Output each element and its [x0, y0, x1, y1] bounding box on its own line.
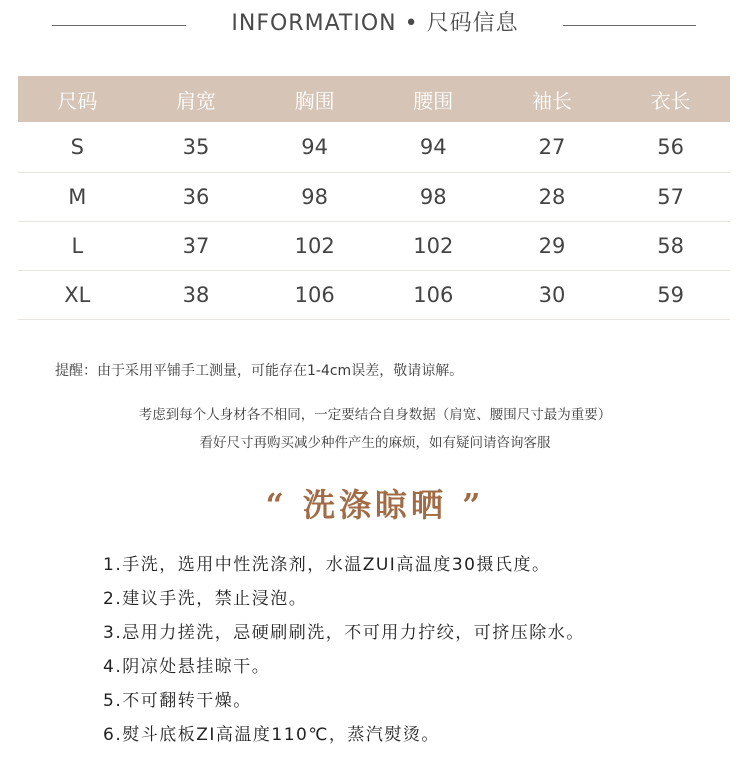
- measurement-tip: 提醒：由于采用平铺手工测量，可能存在1-4cm误差，敬请谅解。: [55, 363, 464, 379]
- advice-line-1: 考虑到每个人身材各不相同，一定要结合自身数据（肩宽、腰围尺寸最为重要）: [138, 407, 612, 423]
- table-cell: 94: [374, 122, 493, 172]
- column-header-size: 尺码: [18, 76, 137, 122]
- advice-line-2: 看好尺寸再购买减少种件产生的麻烦，如有疑问请咨询客服: [199, 435, 551, 451]
- table-cell: 58: [611, 221, 730, 270]
- table-cell: 35: [137, 122, 256, 172]
- column-header-chest: 胸围: [255, 76, 374, 122]
- list-item: 5.不可翻转干燥。: [103, 691, 252, 711]
- section-header: [0, 0, 750, 50]
- list-item: 6.熨斗底板ZI高温度110℃，蒸汽熨烫。: [103, 725, 440, 745]
- table-cell: 27: [493, 122, 612, 172]
- table-cell: 37: [137, 221, 256, 270]
- list-item: 2.建议手洗，禁止浸泡。: [103, 589, 308, 609]
- list-item: 1.手洗，选用中性洗涤剂，水温ZUI高温度30摄氏度。: [103, 555, 551, 575]
- table-cell: 102: [374, 221, 493, 270]
- table-cell: 98: [255, 172, 374, 221]
- table-row: [18, 221, 730, 270]
- section-title: INFORMATION • 尺码信息: [231, 11, 519, 36]
- table-row: [18, 172, 730, 221]
- column-header-sleeve: 袖长: [493, 76, 612, 122]
- table-cell: S: [18, 122, 137, 172]
- list-item: 4.阴凉处悬挂晾干。: [103, 657, 271, 677]
- column-header-waist: 腰围: [374, 76, 493, 122]
- table-cell: 57: [611, 172, 730, 221]
- table-cell: XL: [18, 270, 137, 319]
- table-cell: 106: [374, 270, 493, 319]
- wash-section-title: “ 洗涤晾晒 ”: [265, 486, 485, 524]
- table-cell: 94: [255, 122, 374, 172]
- table-cell: 38: [137, 270, 256, 319]
- table-cell: M: [18, 172, 137, 221]
- size-table-header-row: [18, 76, 730, 122]
- table-cell: 29: [493, 221, 612, 270]
- table-cell: 106: [255, 270, 374, 319]
- table-cell: 36: [137, 172, 256, 221]
- table-cell: 98: [374, 172, 493, 221]
- table-cell: 59: [611, 270, 730, 319]
- table-row: [18, 122, 730, 172]
- table-cell: 30: [493, 270, 612, 319]
- table-cell: 28: [493, 172, 612, 221]
- header-right-divider: [563, 25, 696, 26]
- column-header-shoulder: 肩宽: [137, 76, 256, 122]
- table-cell: 56: [611, 122, 730, 172]
- table-cell: 102: [255, 221, 374, 270]
- table-cell: L: [18, 221, 137, 270]
- list-item: 3.忌用力搓洗，忌硬刷刷洗，不可用力拧绞，可挤压除水。: [103, 623, 585, 643]
- column-header-length: 衣长: [611, 76, 730, 122]
- size-table: [18, 76, 730, 320]
- wash-instructions-list: [103, 552, 585, 756]
- table-row: [18, 270, 730, 319]
